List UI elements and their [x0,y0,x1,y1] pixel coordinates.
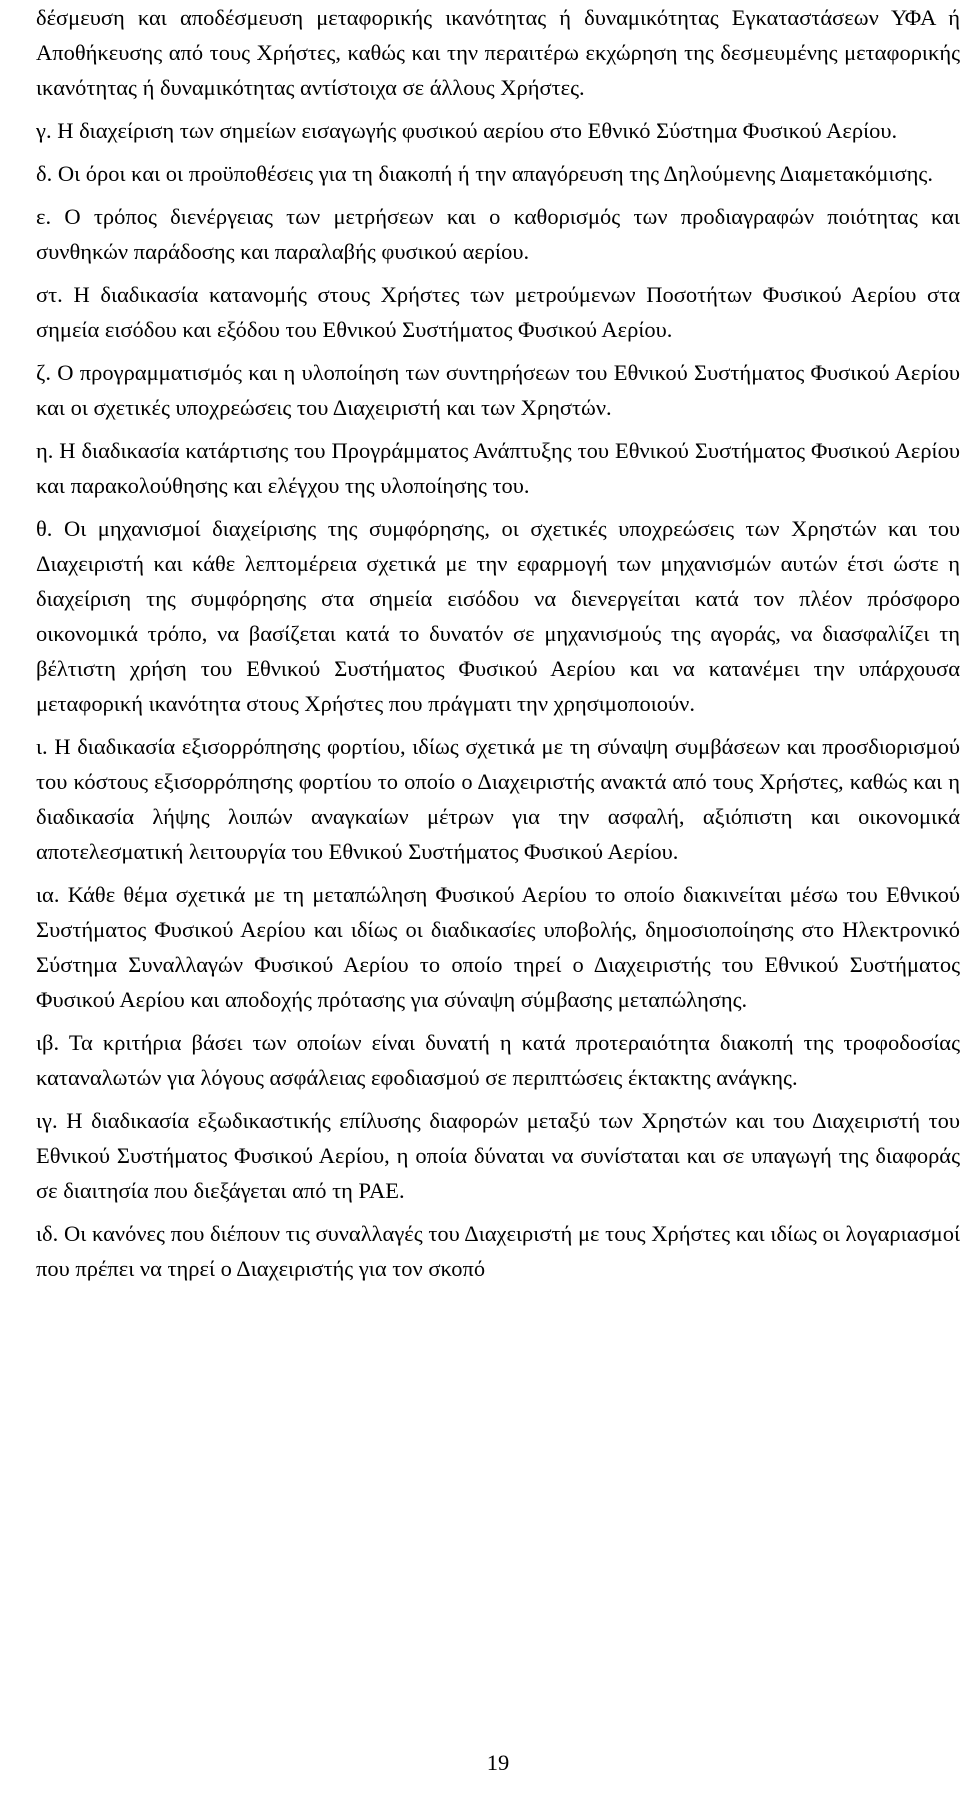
paragraph-ig: ιγ. Η διαδικασία εξωδικαστικής επίλυσης διαφορών μεταξύ των Χρηστών και του Διαχειριστή του Εθνικού Συστήματος Φυσικού Αερίου, η οποία δύναται να συνίσταται και σε υπαγωγή της διαφοράς σε διαιτησία που διεξάγεται από τη ΡΑΕ. [36,1108,960,1203]
paragraph-continuation: δέσμευση και αποδέσμευση μεταφορικής ικανότητας ή δυναμικότητας Εγκαταστάσεων ΥΦΑ ή Αποθήκευσης από τους Χρήστες, καθώς και την περαιτέρω εκχώρηση της δεσμευμένης μεταφορικής ικανότητας ή δυναμικότητας αντίστοιχα σε άλλους Χρήστες. [36,5,960,100]
paragraph-id: ιδ. Οι κανόνες που διέπουν τις συναλλαγές του Διαχειριστή με τους Χρήστες και ιδίως οι λογαριασμοί που πρέπει να τηρεί ο Διαχειριστής για τον σκοπό [36,1221,960,1281]
paragraph-gamma: γ. Η διαχείριση των σημείων εισαγωγής φυσικού αερίου στο Εθνικό Σύστημα Φυσικού Αερίου. [36,118,898,143]
page-number: 19 [486,1750,510,1775]
document-page [36,0,960,1802]
paragraph-theta: θ. Οι μηχανισμοί διαχείρισης της συμφόρησης, οι σχετικές υποχρεώσεις των Χρηστών και του Διαχειριστή και κάθε λεπτομέρεια σχετικά με την εφαρμογή των μηχανισμών αυτών έτσι ώστε η διαχείριση της συμφόρησης στα σημεία εισόδου να διενεργείται κατά τον πλέον πρόσφορο οικονομικά τρόπο, να βασίζεται κατά το δυνατόν σε μηχανισμούς της αγοράς, να διασφαλίζει τη βέλτιστη χρήση του Εθνικού Συστήματος Φυσικού Αερίου και να κατανέμει την υπάρχουσα μεταφορική ικανότητα στους Χρήστες που πράγματι την χρησιμοποιούν. [36,516,960,716]
paragraph-eta: η. Η διαδικασία κατάρτισης του Προγράμματος Ανάπτυξης του Εθνικού Συστήματος Φυσικού Αερίου και παρακολούθησης και ελέγχου της υλοποίησης του. [36,438,960,498]
paragraph-ib: ιβ. Τα κριτήρια βάσει των οποίων είναι δυνατή η κατά προτεραιότητα διακοπή της τροφοδοσίας καταναλωτών για λόγους ασφάλειας εφοδιασμού σε περιπτώσεις έκτακτης ανάγκης. [36,1030,960,1090]
paragraph-ia: ια. Κάθε θέμα σχετικά με τη μεταπώληση Φυσικού Αερίου το οποίο διακινείται μέσω του Εθνικού Συστήματος Φυσικού Αερίου και ιδίως οι διαδικασίες υποβολής, δημοσιοποίησης στο Ηλεκτρονικό Σύστημα Συναλλαγών Φυσικού Αερίου το οποίο τηρεί ο Διαχειριστής του Εθνικού Συστήματος Φυσικού Αερίου και αποδοχής πρότασης για σύναψη σύμβασης μεταπώλησης. [36,882,960,1012]
paragraph-delta: δ. Οι όροι και οι προϋποθέσεις για τη διακοπή ή την απαγόρευση της Δηλούμενης Διαμετακόμισης. [36,161,933,186]
paragraph-iota: ι. Η διαδικασία εξισορρόπησης φορτίου, ιδίως σχετικά με τη σύναψη συμβάσεων και προσδιορισμού του κόστους εξισορρόπησης φορτίου το οποίο ο Διαχειριστής ανακτά από τους Χρήστες, καθώς και η διαδικασία λήψης λοιπών αναγκαίων μέτρων για την ασφαλή, αξιόπιστη και οικονομικά αποτελεσματική λειτουργία του Εθνικού Συστήματος Φυσικού Αερίου. [36,734,960,864]
paragraph-epsilon: ε. Ο τρόπος διενέργειας των μετρήσεων και ο καθορισμός των προδιαγραφών ποιότητας και συνθηκών παράδοσης και παραλαβής φυσικού αερίου. [36,204,960,264]
paragraph-st: στ. Η διαδικασία κατανομής στους Χρήστες των μετρούμενων Ποσοτήτων Φυσικού Αερίου στα σημεία εισόδου και εξόδου του Εθνικού Συστήματος Φυσικού Αερίου. [36,282,960,342]
paragraph-zeta: ζ. Ο προγραμματισμός και η υλοποίηση των συντηρήσεων του Εθνικού Συστήματος Φυσικού Αερίου και οι σχετικές υποχρεώσεις του Διαχειριστή και των Χρηστών. [36,360,960,420]
